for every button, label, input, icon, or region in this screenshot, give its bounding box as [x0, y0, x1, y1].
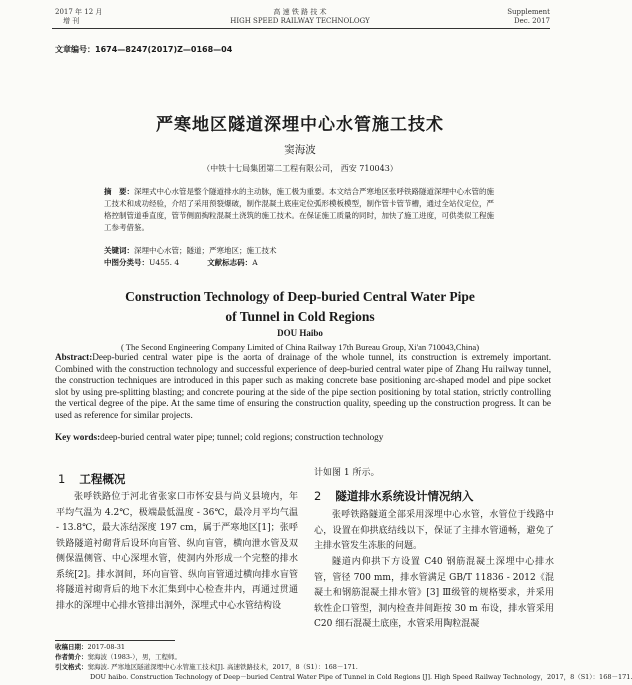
issue-type: 增 刊 — [63, 17, 80, 25]
affiliation-cn: （中铁十七局集团第二工程有限公司， 西安 710043） — [202, 164, 398, 173]
citation-en: DOU haibo. Construction Technology of Deep－buried Central Water Pipe of Tunnel in Cold Regions [J]. High Speed Railway Technology，2017，8（S1）：168－171. — [90, 673, 632, 681]
abstract-cn-text: 深埋式中心水管是整个隧道排水的主动脉，施工极为重要。本文结合严寒地区张呼铁路隧道深埋中心水管的施工技术和成功经验，介绍了采用预裂爆破，制作混凝土底座定位弧形模板模型，制作管卡管节槽，通过全站仪定位，严格控制管道垂直度，管节侧面掏粒混凝土浇筑的施工技术。在保证施工质量的同时，加快了施工进度，可供类似工程施工参考借鉴。 — [104, 187, 494, 232]
clc-value: U455. 4 — [149, 258, 180, 267]
section-2-title: 隧道排水系统设计情况纳入 — [335, 489, 474, 503]
citation-cn-text: 窦海波. 严寒地区隧道深埋中心水管施工技术[J]. 高速铁路技术，2017，8（S1）：168－171. — [87, 663, 358, 671]
keywords-en — [55, 432, 551, 442]
classification-cn — [104, 257, 258, 269]
abstract-en-text: Deep-buried central water pipe is the aorta of drainage of the whole tunnel, its construction is extremely important. Combined with the construction technology and successful experience of deep-buried central water pipe of Zhang Hu railway tunnel, the construction techniques are introduced in this paper such as making concrete base positioning arc-shaped model and pipe socket slot by using pre-splitting blasting; and concrete pouring at the side of the pipe section positioning by total station, strictly controlling the vertical degree of the pipe. At the same time of ensuring the construction quality, speeding up the construction progress. It can be used as reference for similar projects. — [55, 352, 551, 420]
received-date — [55, 642, 125, 652]
affiliation-en: ( The Second Engineering Company Limited of China Railway 17th Bureau Group, Xi'an 710043,China) — [120, 342, 480, 352]
keywords-cn — [104, 245, 277, 257]
section-2-number: 2 — [314, 489, 322, 503]
issue-date: 2017 年 12 月 — [55, 8, 103, 16]
title-en-line2: of Tunnel in Cold Regions — [225, 309, 375, 324]
keywords-en-text: deep-buried central water pipe; tunnel; cold regions; construction technology — [100, 432, 384, 442]
clc-label: 中图分类号： — [104, 258, 149, 267]
abstract-cn — [104, 186, 500, 234]
supplement-date: Dec. 2017 — [514, 17, 550, 25]
header-rule — [52, 28, 550, 29]
citation-cn — [55, 662, 358, 672]
keywords-cn-text: 深埋中心水管；隧道；严寒地区；施工技术 — [134, 246, 277, 255]
section-1-heading — [58, 471, 125, 487]
journal-title-en: HIGH SPEED RAILWAY TECHNOLOGY — [230, 17, 370, 25]
journal-title-cn: 高 速 铁 路 技 术 — [273, 8, 327, 16]
section-1-paragraph: 张呼铁路位于河北省张家口市怀安县与尚义县境内，年平均气温为 4.2℃，极端最低温度 - 36℃，最冷月平均气温 - 13.8℃，最大冻结深度 197 cm，属于严寒地区[1]；张呼铁路隧道衬砌背后设环向盲管、纵向盲管，横向泄水管及双侧保温侧管、中心深埋水管，使洞内外形成一个完整的排水系统[2]。排水洞间，环向盲管、纵向盲管通过横向排水盲管将隧道衬砌背后的地下水汇集到中心检查井内，再通过贯通排水的深埋中心排水管排出洞外，深埋式中心水管结构设 — [56, 492, 298, 611]
title-en-line1: Construction Technology of Deep-buried Central Water Pipe — [125, 289, 475, 304]
section-2-heading — [314, 488, 473, 504]
citation-label: 引文格式： — [55, 663, 88, 671]
keywords-cn-label: 关键词： — [104, 246, 134, 255]
received-label: 收稿日期： — [55, 643, 88, 651]
section-2-paragraph-2: 隧道内仰拱下方设置 C40 钢筋混凝土深埋中心排水管，管径 700 mm，排水管满足 GB/T 11836 - 2012《混凝土和钢筋混凝土排水管》[3] Ⅲ级管的规格要求，并采用软性企口管型，洞内检查井间距按 30 m 布设，排水管采用 C20 细石混凝土底座，水管采用陶粒混凝 — [314, 557, 554, 629]
doc-code-value: A — [252, 258, 258, 267]
section-1-title: 工程概况 — [79, 472, 126, 486]
doc-code-label: 文献标志码： — [207, 258, 253, 267]
supplement-label: Supplement — [507, 8, 550, 16]
figure-reference: 计如图 1 所示。 — [314, 468, 380, 478]
title-en — [0, 287, 600, 327]
author-bio-label: 作者简介： — [55, 653, 88, 661]
author-en: DOU Haibo — [277, 328, 323, 338]
footnote-rule — [55, 640, 175, 641]
author-bio — [55, 652, 181, 662]
section-2-paragraph-1: 张呼铁路隧道全部采用深埋中心水管，水管位于线路中心，设置在仰拱底结线以下，保证了主排水管通畅，避免了主排水管发生冻胀的问题。 — [314, 510, 554, 551]
article-number: 文章编号：1674—8247(2017)Z—0168—04 — [55, 45, 233, 54]
author-bio-text: 窦海波（1983-），男，工程师。 — [87, 653, 181, 661]
title-cn: 严寒地区隧道深埋中心水管施工技术 — [156, 115, 444, 135]
abstract-cn-label: 摘 要： — [104, 187, 134, 196]
author-cn: 窦海波 — [284, 144, 316, 156]
section-1-number: 1 — [58, 472, 66, 486]
keywords-en-label: Key words: — [55, 432, 101, 442]
abstract-en — [55, 352, 551, 422]
abstract-en-label: Abstract: — [55, 352, 93, 362]
received-value: 2017-08-31 — [87, 643, 125, 651]
